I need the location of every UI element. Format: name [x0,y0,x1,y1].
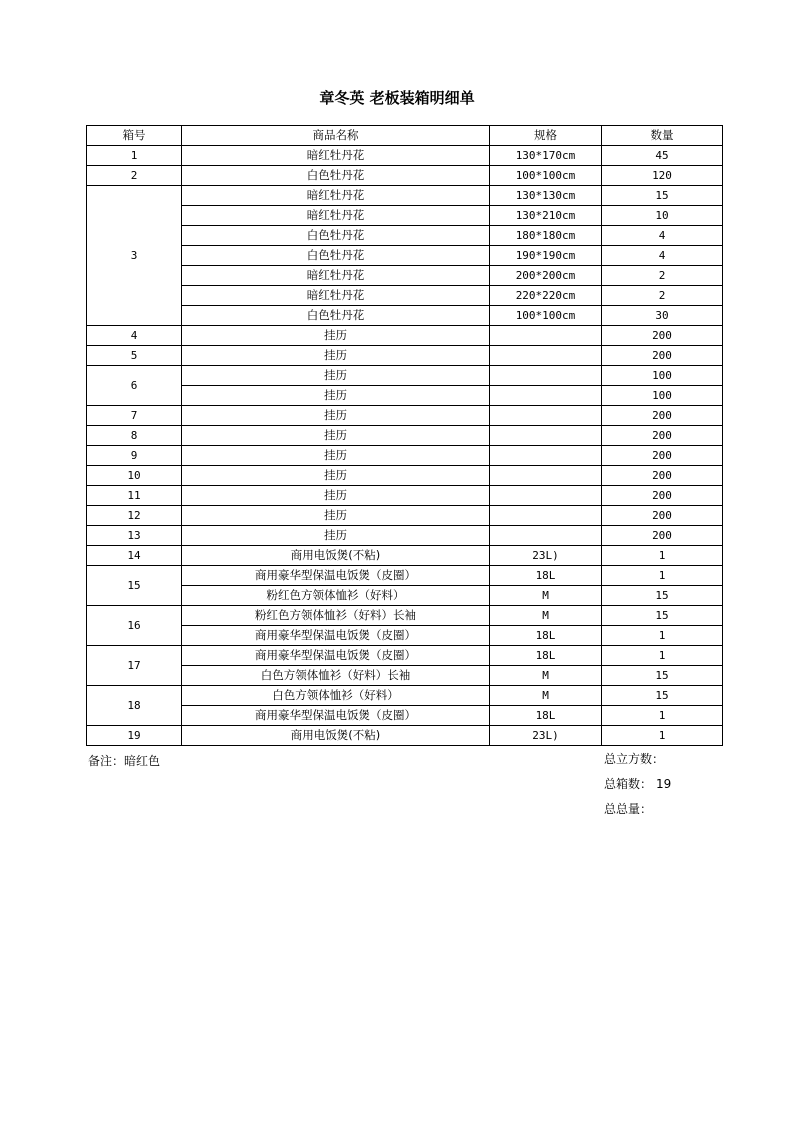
product-name-cell: 白色牡丹花 [182,226,490,246]
quantity-cell: 200 [602,506,723,526]
table-row [87,246,723,266]
table-row [87,666,723,686]
quantity-cell: 15 [602,586,723,606]
quantity-cell: 45 [602,146,723,166]
specification-cell: 100*100cm [490,306,602,326]
table-row [87,466,723,486]
specification-cell: 18L [490,706,602,726]
quantity-cell: 2 [602,286,723,306]
table-row [87,226,723,246]
box-number-cell: 15 [87,566,182,606]
box-number-cell: 10 [87,466,182,486]
table-row [87,606,723,626]
specification-cell: 130*130cm [490,186,602,206]
product-name-cell: 白色方领体恤衫（好料）长袖 [182,666,490,686]
table-row [87,186,723,206]
quantity-cell: 15 [602,186,723,206]
box-number-cell: 3 [87,186,182,326]
product-name-cell: 粉红色方领体恤衫（好料） [182,586,490,606]
product-name-cell: 白色牡丹花 [182,306,490,326]
quantity-cell: 200 [602,326,723,346]
product-name-cell: 白色方领体恤衫（好料） [182,686,490,706]
quantity-cell: 1 [602,726,723,746]
table-row [87,366,723,386]
product-name-cell: 商用电饭煲(不粘) [182,546,490,566]
specification-cell [490,346,602,366]
specification-cell: 23L) [490,546,602,566]
specification-cell [490,426,602,446]
product-name-cell: 暗红牡丹花 [182,186,490,206]
table-row [87,586,723,606]
table-row [87,706,723,726]
table-row [87,446,723,466]
remark-note: 备注：暗红色 [88,754,161,768]
specification-cell: M [490,666,602,686]
quantity-cell: 1 [602,706,723,726]
table-row [87,406,723,426]
specification-cell: 220*220cm [490,286,602,306]
product-name-cell: 商用电饭煲(不粘) [182,726,490,746]
table-row [87,306,723,326]
header-quantity: 数量 [602,126,723,146]
product-name-cell: 粉红色方领体恤衫（好料）长袖 [182,606,490,626]
specification-cell: 190*190cm [490,246,602,266]
product-name-cell: 挂历 [182,486,490,506]
specification-cell: 23L) [490,726,602,746]
specification-cell: M [490,686,602,706]
quantity-cell: 1 [602,646,723,666]
quantity-cell: 200 [602,486,723,506]
total-weight-label: 总总量： [604,802,653,816]
table-row [87,146,723,166]
specification-cell [490,486,602,506]
specification-cell [490,386,602,406]
table-row [87,526,723,546]
table-row [87,546,723,566]
quantity-cell: 200 [602,526,723,546]
product-name-cell: 挂历 [182,466,490,486]
box-number-cell: 19 [87,726,182,746]
table-header-row [87,126,723,146]
specification-cell: 100*100cm [490,166,602,186]
product-name-cell: 商用豪华型保温电饭煲（皮圈） [182,626,490,646]
table-row [87,286,723,306]
table-row [87,726,723,746]
box-number-cell: 13 [87,526,182,546]
product-name-cell: 挂历 [182,426,490,446]
quantity-cell: 1 [602,546,723,566]
box-number-cell: 12 [87,506,182,526]
product-name-cell: 挂历 [182,446,490,466]
specification-cell: M [490,586,602,606]
quantity-cell: 100 [602,366,723,386]
specification-cell: 200*200cm [490,266,602,286]
box-number-cell: 9 [87,446,182,466]
table-row [87,506,723,526]
specification-cell: M [490,606,602,626]
table-row [87,426,723,446]
quantity-cell: 1 [602,626,723,646]
quantity-cell: 200 [602,466,723,486]
table-row [87,346,723,366]
table-row [87,486,723,506]
product-name-cell: 白色牡丹花 [182,166,490,186]
quantity-cell: 2 [602,266,723,286]
quantity-cell: 15 [602,666,723,686]
header-specification: 规格 [490,126,602,146]
quantity-cell: 120 [602,166,723,186]
quantity-cell: 200 [602,426,723,446]
specification-cell: 18L [490,566,602,586]
box-number-cell: 11 [87,486,182,506]
quantity-cell: 200 [602,406,723,426]
specification-cell: 18L [490,646,602,666]
quantity-cell: 15 [602,686,723,706]
product-name-cell: 挂历 [182,366,490,386]
box-number-cell: 18 [87,686,182,726]
product-name-cell: 挂历 [182,526,490,546]
table-row [87,386,723,406]
product-name-cell: 暗红牡丹花 [182,206,490,226]
quantity-cell: 200 [602,346,723,366]
box-number-cell: 16 [87,606,182,646]
box-number-cell: 6 [87,366,182,406]
header-box-number: 箱号 [87,126,182,146]
product-name-cell: 挂历 [182,406,490,426]
specification-cell [490,526,602,546]
product-name-cell: 暗红牡丹花 [182,146,490,166]
quantity-cell: 100 [602,386,723,406]
quantity-cell: 1 [602,566,723,586]
summary-total-volume [604,747,675,772]
product-name-cell: 挂历 [182,326,490,346]
table-row [87,686,723,706]
specification-cell [490,326,602,346]
table-row [87,206,723,226]
box-number-cell: 1 [87,146,182,166]
box-number-cell: 2 [87,166,182,186]
document-title: 章冬英 老板装箱明细单 [319,89,475,107]
box-number-cell: 8 [87,426,182,446]
quantity-cell: 30 [602,306,723,326]
product-name-cell: 商用豪华型保温电饭煲（皮圈） [182,706,490,726]
specification-cell [490,366,602,386]
header-product-name: 商品名称 [182,126,490,146]
summary-total-boxes [604,772,675,797]
product-name-cell: 暗红牡丹花 [182,286,490,306]
table-body [87,146,723,746]
packing-list-table [86,125,723,746]
box-number-cell: 17 [87,646,182,686]
quantity-cell: 200 [602,446,723,466]
table-row [87,266,723,286]
box-number-cell: 4 [87,326,182,346]
box-number-cell: 7 [87,406,182,426]
quantity-cell: 4 [602,226,723,246]
box-number-cell: 5 [87,346,182,366]
specification-cell [490,466,602,486]
table-row [87,326,723,346]
specification-cell: 130*210cm [490,206,602,226]
quantity-cell: 10 [602,206,723,226]
specification-cell: 130*170cm [490,146,602,166]
summary-block [604,747,675,822]
specification-cell: 18L [490,626,602,646]
summary-total-weight [604,797,675,822]
specification-cell [490,506,602,526]
total-boxes-label: 总箱数： [604,777,653,791]
product-name-cell: 商用豪华型保温电饭煲（皮圈） [182,646,490,666]
specification-cell [490,446,602,466]
specification-cell [490,406,602,426]
table-row [87,626,723,646]
product-name-cell: 挂历 [182,386,490,406]
quantity-cell: 4 [602,246,723,266]
product-name-cell: 挂历 [182,346,490,366]
box-number-cell: 14 [87,546,182,566]
total-volume-label: 总立方数： [604,752,665,766]
product-name-cell: 商用豪华型保温电饭煲（皮圈） [182,566,490,586]
product-name-cell: 白色牡丹花 [182,246,490,266]
quantity-cell: 15 [602,606,723,626]
product-name-cell: 暗红牡丹花 [182,266,490,286]
table-row [87,646,723,666]
specification-cell: 180*180cm [490,226,602,246]
product-name-cell: 挂历 [182,506,490,526]
table-row [87,566,723,586]
total-boxes-value: 19 [656,777,672,791]
table-row [87,166,723,186]
